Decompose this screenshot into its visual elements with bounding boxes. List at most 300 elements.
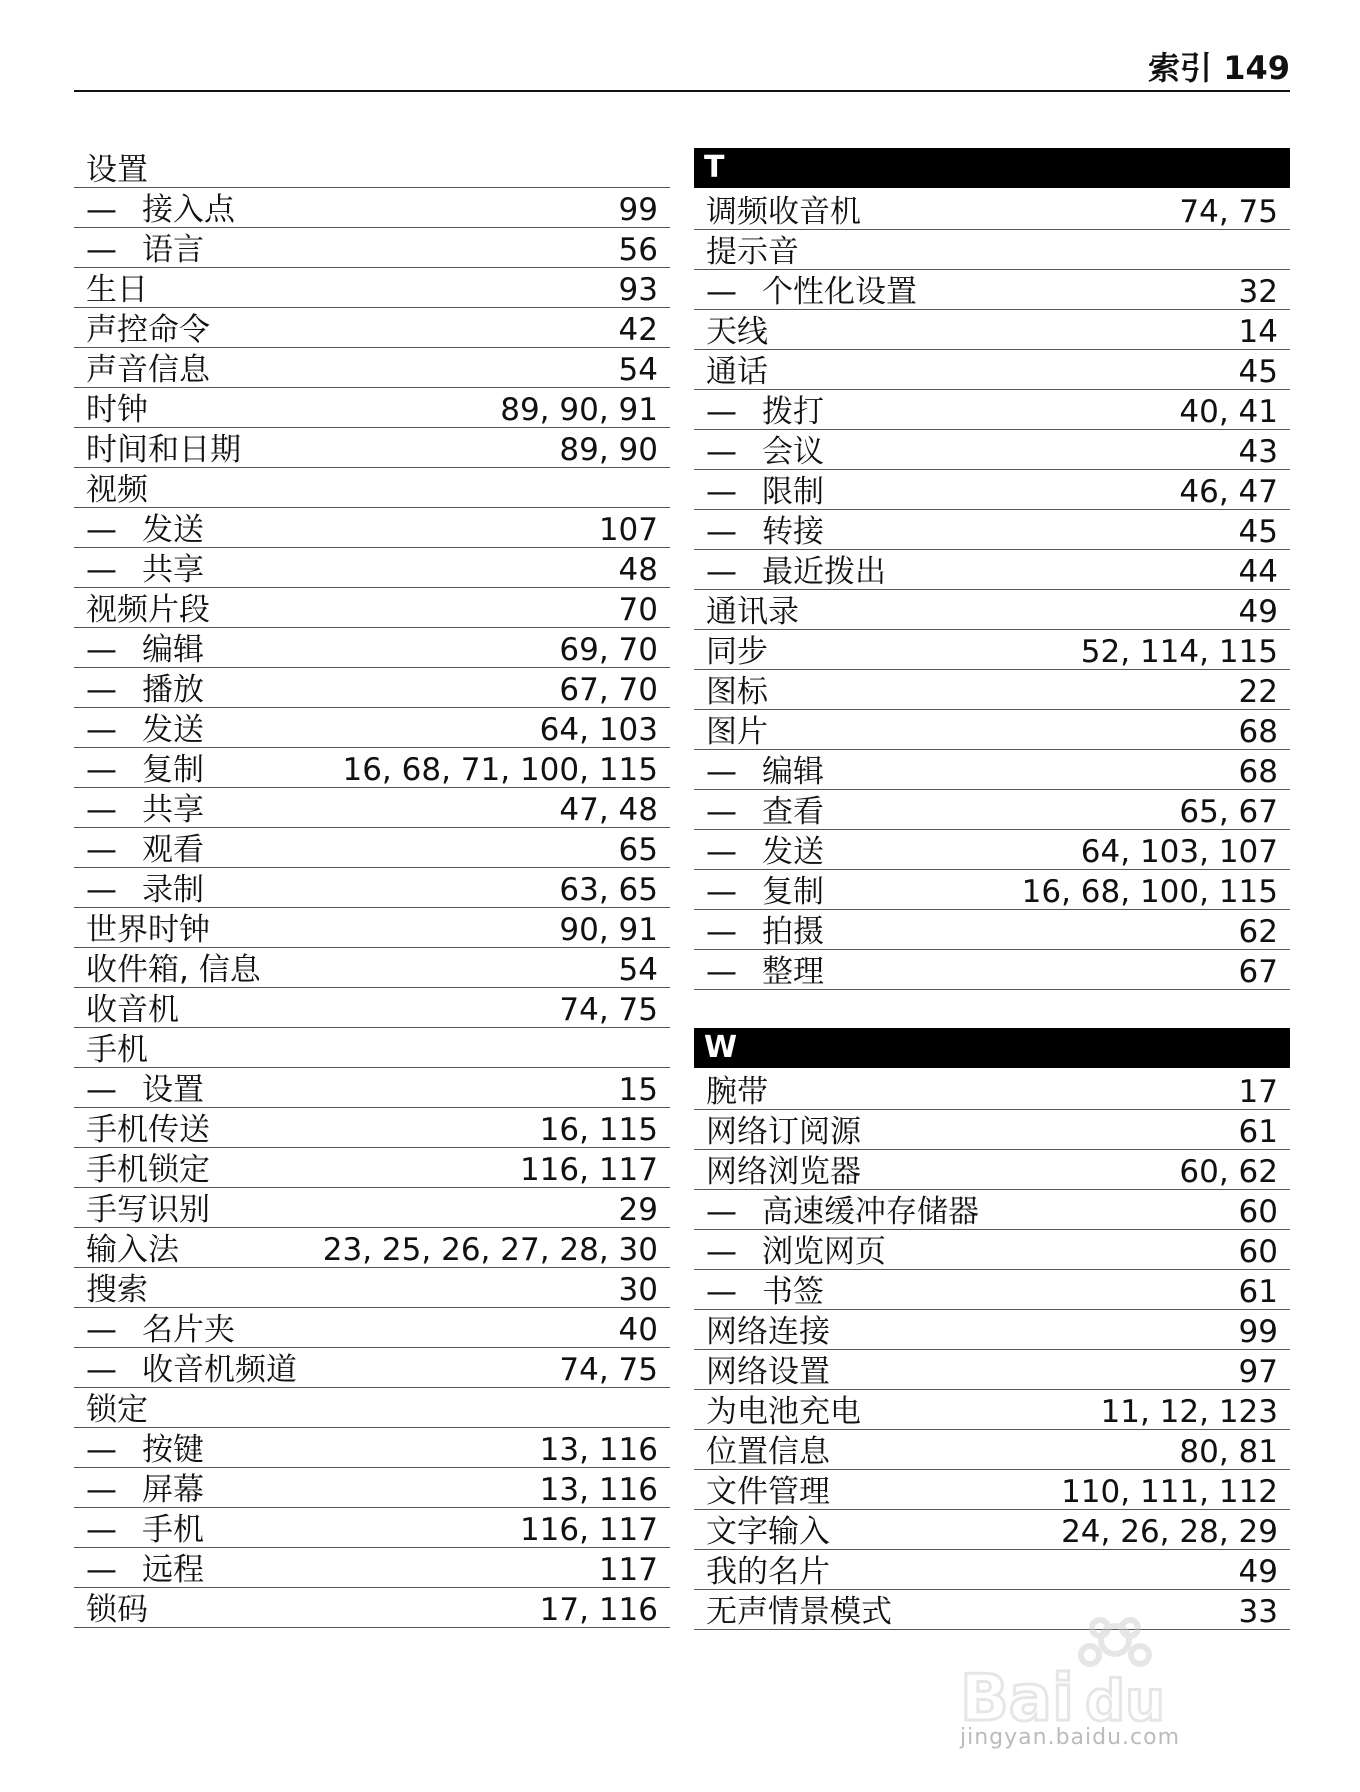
entry-pages: 24, 26, 28, 29 — [1061, 1514, 1278, 1550]
entry-term — [86, 1590, 148, 1630]
index-subentry — [74, 668, 670, 708]
entry-term-text: 收件箱, 信息 — [86, 952, 261, 988]
entry-term-text: 按键 — [142, 1432, 204, 1468]
entry-term-text: 发送 — [142, 512, 204, 548]
entry-pages: 17, 116 — [539, 1592, 658, 1628]
subentry-dash: — — [86, 1512, 117, 1548]
subentry-dash: — — [706, 954, 737, 990]
entry-term — [86, 190, 235, 230]
index-entry — [694, 1350, 1290, 1390]
entry-term-text: 设置 — [86, 152, 148, 188]
index-entry — [694, 710, 1290, 750]
entry-term — [86, 430, 241, 470]
subentry-dash: — — [706, 1234, 737, 1270]
subentry-dash: — — [706, 834, 737, 870]
entry-term — [86, 470, 148, 510]
entry-pages: 117 — [598, 1552, 658, 1588]
entry-term — [706, 472, 824, 512]
entry-term — [86, 750, 204, 790]
entry-term — [86, 1270, 148, 1310]
index-subentry — [694, 1270, 1290, 1310]
index-entry — [694, 350, 1290, 390]
entry-term — [706, 1512, 830, 1552]
index-subentry — [74, 1308, 670, 1348]
entry-term — [706, 1152, 861, 1192]
entry-pages: 68 — [1238, 754, 1278, 790]
entry-term-text: 录制 — [142, 872, 204, 908]
entry-term — [706, 1432, 830, 1472]
entry-term-text: 手机 — [142, 1512, 204, 1548]
subentry-dash: — — [86, 672, 117, 708]
index-entry — [74, 1188, 670, 1228]
entry-term-text: 转接 — [762, 514, 824, 550]
entry-term-text: 网络订阅源 — [706, 1114, 861, 1150]
index-subentry — [74, 1348, 670, 1388]
entry-term-text: 通讯录 — [706, 594, 799, 630]
entry-pages: 11, 12, 123 — [1100, 1394, 1278, 1430]
subentry-dash: — — [86, 512, 117, 548]
entry-pages: 42 — [618, 312, 658, 348]
entry-term — [706, 392, 824, 432]
index-subentry — [694, 1190, 1290, 1230]
index-entry — [694, 1470, 1290, 1510]
subentry-dash: — — [86, 232, 117, 268]
index-entry — [694, 630, 1290, 670]
entry-term — [706, 1192, 979, 1232]
entry-pages: 16, 68, 100, 115 — [1021, 874, 1278, 910]
subentry-dash: — — [706, 914, 737, 950]
entry-term-text: 播放 — [142, 672, 204, 708]
entry-term — [706, 1472, 830, 1512]
entry-pages: 60, 62 — [1179, 1154, 1278, 1190]
index-entry — [74, 1108, 670, 1148]
entry-term-text: 我的名片 — [706, 1554, 830, 1590]
entry-term — [86, 270, 148, 310]
section-letter-header: T — [694, 148, 1290, 188]
entry-term — [706, 1392, 861, 1432]
section-gap — [694, 990, 1290, 1028]
entry-pages: 62 — [1238, 914, 1278, 950]
index-entry — [694, 1110, 1290, 1150]
subentry-dash: — — [86, 1472, 117, 1508]
entry-term-text: 查看 — [762, 794, 824, 830]
entry-pages: 89, 90, 91 — [500, 392, 658, 428]
entry-term-text: 远程 — [142, 1552, 204, 1588]
entry-term — [86, 710, 204, 750]
entry-term-text: 编辑 — [142, 632, 204, 668]
entry-term-text: 复制 — [142, 752, 204, 788]
entry-term — [86, 310, 210, 350]
index-entry — [74, 1228, 670, 1268]
entry-pages: 32 — [1238, 274, 1278, 310]
entry-term-text: 提示音 — [706, 234, 799, 270]
entry-pages: 45 — [1238, 514, 1278, 550]
index-subentry — [694, 270, 1290, 310]
entry-pages: 54 — [618, 952, 658, 988]
entry-term-text: 调频收音机 — [706, 194, 861, 230]
index-column-right — [694, 148, 1290, 1630]
index-entry — [74, 268, 670, 308]
subentry-dash: — — [86, 192, 117, 228]
entry-term-text: 整理 — [762, 954, 824, 990]
index-subentry — [694, 510, 1290, 550]
subentry-dash: — — [706, 1274, 737, 1310]
entry-term-text: 共享 — [142, 552, 204, 588]
entry-term-text: 搜索 — [86, 1272, 148, 1308]
entry-term-text: 发送 — [762, 834, 824, 870]
entry-term — [706, 832, 824, 872]
entry-term — [706, 1552, 830, 1592]
entry-term — [706, 1272, 824, 1312]
index-column-left — [74, 148, 670, 1628]
entry-term — [706, 672, 768, 712]
entry-term-text: 复制 — [762, 874, 824, 910]
entry-pages: 48 — [618, 552, 658, 588]
entry-term-text: 图标 — [706, 674, 768, 710]
entry-term-text: 天线 — [706, 314, 768, 350]
entry-term — [706, 432, 824, 472]
index-entry — [694, 1510, 1290, 1550]
entry-pages: 69, 70 — [559, 632, 658, 668]
entry-term-text: 收音机频道 — [142, 1352, 297, 1388]
entry-term-text: 时钟 — [86, 392, 148, 428]
entry-pages: 70 — [618, 592, 658, 628]
entry-term-text: 输入法 — [86, 1232, 179, 1268]
entry-pages: 43 — [1238, 434, 1278, 470]
entry-pages: 30 — [618, 1272, 658, 1308]
entry-term-text: 世界时钟 — [86, 912, 210, 948]
entry-pages: 16, 115 — [539, 1112, 658, 1148]
entry-term-text: 书签 — [762, 1274, 824, 1310]
subentry-dash: — — [86, 712, 117, 748]
section-letter-header: W — [694, 1028, 1290, 1068]
entry-term — [706, 1312, 830, 1352]
subentry-dash: — — [86, 1352, 117, 1388]
entry-term — [706, 792, 824, 832]
entry-term — [706, 1232, 886, 1272]
entry-term-text: 网络连接 — [706, 1314, 830, 1350]
entry-pages: 33 — [1238, 1594, 1278, 1630]
index-subentry — [74, 828, 670, 868]
subentry-dash: — — [86, 792, 117, 828]
entry-pages: 61 — [1238, 1114, 1278, 1150]
entry-term — [706, 952, 824, 992]
entry-term — [86, 390, 148, 430]
entry-term-text: 无声情景模式 — [706, 1594, 892, 1630]
subentry-dash: — — [706, 554, 737, 590]
subentry-dash: — — [86, 1312, 117, 1348]
index-subentry — [694, 790, 1290, 830]
entry-term — [706, 272, 917, 312]
subentry-dash: — — [706, 394, 737, 430]
entry-term — [706, 1352, 830, 1392]
index-subentry — [694, 910, 1290, 950]
index-subentry — [694, 750, 1290, 790]
entry-term-text: 声音信息 — [86, 352, 210, 388]
entry-term — [706, 552, 886, 592]
entry-pages: 60 — [1238, 1194, 1278, 1230]
index-entry — [694, 230, 1290, 270]
entry-term — [86, 790, 204, 830]
subentry-dash: — — [86, 552, 117, 588]
index-subentry — [694, 830, 1290, 870]
entry-pages: 99 — [1238, 1314, 1278, 1350]
index-entry — [74, 468, 670, 508]
entry-pages: 74, 75 — [559, 1352, 658, 1388]
entry-pages: 67, 70 — [559, 672, 658, 708]
index-subentry — [74, 868, 670, 908]
index-subentry — [74, 788, 670, 828]
entry-term-text: 最近拨出 — [762, 554, 886, 590]
entry-term-text: 共享 — [142, 792, 204, 828]
entry-term-text: 观看 — [142, 832, 204, 868]
entry-pages: 89, 90 — [559, 432, 658, 468]
subentry-dash: — — [706, 1194, 737, 1230]
entry-pages: 116, 117 — [519, 1512, 658, 1548]
entry-term — [706, 312, 768, 352]
page-header — [74, 40, 1290, 92]
entry-pages: 68 — [1238, 714, 1278, 750]
index-subentry — [694, 1230, 1290, 1270]
entry-term-text: 位置信息 — [706, 1434, 830, 1470]
entry-term — [86, 1310, 235, 1350]
entry-pages: 22 — [1238, 674, 1278, 710]
index-subentry — [74, 1508, 670, 1548]
entry-pages: 23, 25, 26, 27, 28, 30 — [322, 1232, 658, 1268]
index-entry — [74, 1388, 670, 1428]
index-entry — [694, 1310, 1290, 1350]
entry-pages: 90, 91 — [559, 912, 658, 948]
entry-term — [706, 512, 824, 552]
index-subentry — [74, 628, 670, 668]
entry-term — [706, 232, 799, 272]
entry-term-text: 手机传送 — [86, 1112, 210, 1148]
entry-pages: 15 — [618, 1072, 658, 1108]
entry-pages: 97 — [1238, 1354, 1278, 1390]
entry-pages: 74, 75 — [559, 992, 658, 1028]
entry-pages: 80, 81 — [1179, 1434, 1278, 1470]
index-entry — [694, 1070, 1290, 1110]
index-entry — [694, 670, 1290, 710]
entry-term — [86, 1550, 204, 1590]
index-subentry — [74, 228, 670, 268]
index-entry — [74, 348, 670, 388]
entry-term — [86, 1150, 210, 1190]
entry-pages: 63, 65 — [559, 872, 658, 908]
index-entry — [74, 1148, 670, 1188]
entry-term — [86, 230, 204, 270]
subentry-dash: — — [86, 752, 117, 788]
entry-term — [86, 1230, 179, 1270]
entry-pages: 49 — [1238, 594, 1278, 630]
index-entry — [74, 148, 670, 188]
entry-term — [706, 192, 861, 232]
entry-term-text: 收音机 — [86, 992, 179, 1028]
index-entry — [74, 1588, 670, 1628]
entry-term-text: 同步 — [706, 634, 768, 670]
entry-term — [706, 592, 799, 632]
entry-pages: 107 — [598, 512, 658, 548]
entry-term — [86, 950, 261, 990]
subentry-dash: — — [86, 832, 117, 868]
entry-pages: 67 — [1238, 954, 1278, 990]
index-entry — [74, 308, 670, 348]
entry-term — [86, 1030, 148, 1070]
index-subentry — [694, 950, 1290, 990]
entry-term — [86, 1350, 297, 1390]
entry-pages: 17 — [1238, 1074, 1278, 1110]
entry-pages: 29 — [618, 1192, 658, 1228]
index-entry — [74, 428, 670, 468]
index-entry — [74, 948, 670, 988]
entry-term — [86, 1470, 204, 1510]
entry-term-text: 声控命令 — [86, 312, 210, 348]
entry-pages: 13, 116 — [539, 1472, 658, 1508]
index-entry — [74, 908, 670, 948]
entry-pages: 64, 103 — [539, 712, 658, 748]
entry-pages: 54 — [618, 352, 658, 388]
entry-pages: 93 — [618, 272, 658, 308]
entry-term — [86, 630, 204, 670]
entry-term-text: 网络设置 — [706, 1354, 830, 1390]
entry-term-text: 设置 — [142, 1072, 204, 1108]
entry-pages: 14 — [1238, 314, 1278, 350]
subentry-dash: — — [706, 754, 737, 790]
index-subentry — [74, 188, 670, 228]
entry-term — [86, 1430, 204, 1470]
entry-term — [706, 1592, 892, 1632]
entry-term-text: 锁定 — [86, 1392, 148, 1428]
subentry-dash: — — [86, 872, 117, 908]
page-title: 索引 149 — [1148, 49, 1290, 87]
entry-pages: 45 — [1238, 354, 1278, 390]
entry-term — [706, 1072, 768, 1112]
index-subentry — [694, 550, 1290, 590]
entry-term-text: 生日 — [86, 272, 148, 308]
entry-term-text: 会议 — [762, 434, 824, 470]
entry-term-text: 编辑 — [762, 754, 824, 790]
entry-pages: 65 — [618, 832, 658, 868]
watermark-url: jingyan.baidu.com — [960, 1725, 1181, 1750]
entry-term-text: 为电池充电 — [706, 1394, 861, 1430]
entry-term — [706, 712, 768, 752]
index-entry — [74, 1268, 670, 1308]
index-entry — [694, 1150, 1290, 1190]
index-subentry — [694, 470, 1290, 510]
subentry-dash: — — [706, 434, 737, 470]
entry-term-text: 限制 — [762, 474, 824, 510]
subentry-dash: — — [86, 1552, 117, 1588]
entry-term — [86, 830, 204, 870]
entry-term-text: 手写识别 — [86, 1192, 210, 1228]
subentry-dash: — — [706, 874, 737, 910]
index-subentry — [74, 1468, 670, 1508]
entry-pages: 65, 67 — [1179, 794, 1278, 830]
entry-term-text: 浏览网页 — [762, 1234, 886, 1270]
entry-pages: 40 — [618, 1312, 658, 1348]
entry-term-text: 高速缓冲存储器 — [762, 1194, 979, 1230]
entry-term — [86, 150, 148, 190]
entry-pages: 64, 103, 107 — [1080, 834, 1278, 870]
subentry-dash: — — [706, 474, 737, 510]
entry-pages: 110, 111, 112 — [1061, 1474, 1278, 1510]
entry-term — [706, 1112, 861, 1152]
entry-pages: 44 — [1238, 554, 1278, 590]
entry-term — [706, 632, 768, 672]
entry-pages: 99 — [618, 192, 658, 228]
entry-term-text: 拍摄 — [762, 914, 824, 950]
entry-term-text: 屏幕 — [142, 1472, 204, 1508]
index-entry — [694, 190, 1290, 230]
index-subentry — [74, 1548, 670, 1588]
entry-term-text: 腕带 — [706, 1074, 768, 1110]
subentry-dash: — — [706, 274, 737, 310]
index-subentry — [74, 1068, 670, 1108]
index-entry — [694, 310, 1290, 350]
entry-pages: 16, 68, 71, 100, 115 — [342, 752, 658, 788]
index-entry — [74, 388, 670, 428]
entry-term — [86, 1510, 204, 1550]
index-subentry — [74, 748, 670, 788]
entry-term-text: 名片夹 — [142, 1312, 235, 1348]
entry-term — [86, 590, 210, 630]
entry-term — [86, 510, 204, 550]
entry-term — [86, 870, 204, 910]
index-entry — [74, 588, 670, 628]
entry-term-text: 发送 — [142, 712, 204, 748]
entry-term — [86, 910, 210, 950]
subentry-dash: — — [86, 1072, 117, 1108]
entry-term — [706, 352, 768, 392]
index-entry — [694, 1550, 1290, 1590]
index-entry — [74, 988, 670, 1028]
entry-term — [86, 1190, 210, 1230]
entry-pages: 13, 116 — [539, 1432, 658, 1468]
entry-term — [86, 990, 179, 1030]
entry-term — [706, 752, 824, 792]
index-subentry — [694, 430, 1290, 470]
entry-term-text: 手机 — [86, 1032, 148, 1068]
svg-text:du: du — [1085, 1669, 1165, 1734]
entry-term-text: 通话 — [706, 354, 768, 390]
entry-term-text: 视频 — [86, 472, 148, 508]
entry-pages: 56 — [618, 232, 658, 268]
entry-term — [86, 1390, 148, 1430]
index-subentry — [74, 708, 670, 748]
entry-term-text: 图片 — [706, 714, 768, 750]
entry-pages: 46, 47 — [1179, 474, 1278, 510]
entry-term-text: 个性化设置 — [762, 274, 917, 310]
entry-term-text: 文件管理 — [706, 1474, 830, 1510]
entry-pages: 52, 114, 115 — [1080, 634, 1278, 670]
entry-term — [706, 912, 824, 952]
entry-term-text: 语言 — [142, 232, 204, 268]
entry-term — [86, 1070, 204, 1110]
entry-term-text: 网络浏览器 — [706, 1154, 861, 1190]
entry-pages: 40, 41 — [1179, 394, 1278, 430]
index-entry — [694, 1430, 1290, 1470]
subentry-dash: — — [706, 794, 737, 830]
entry-term-text: 拨打 — [762, 394, 824, 430]
entry-term-text: 锁码 — [86, 1592, 148, 1628]
index-subentry — [74, 548, 670, 588]
entry-term — [86, 670, 204, 710]
entry-term — [86, 550, 204, 590]
entry-pages: 74, 75 — [1179, 194, 1278, 230]
index-subentry — [694, 870, 1290, 910]
subentry-dash: — — [86, 632, 117, 668]
index-subentry — [694, 390, 1290, 430]
